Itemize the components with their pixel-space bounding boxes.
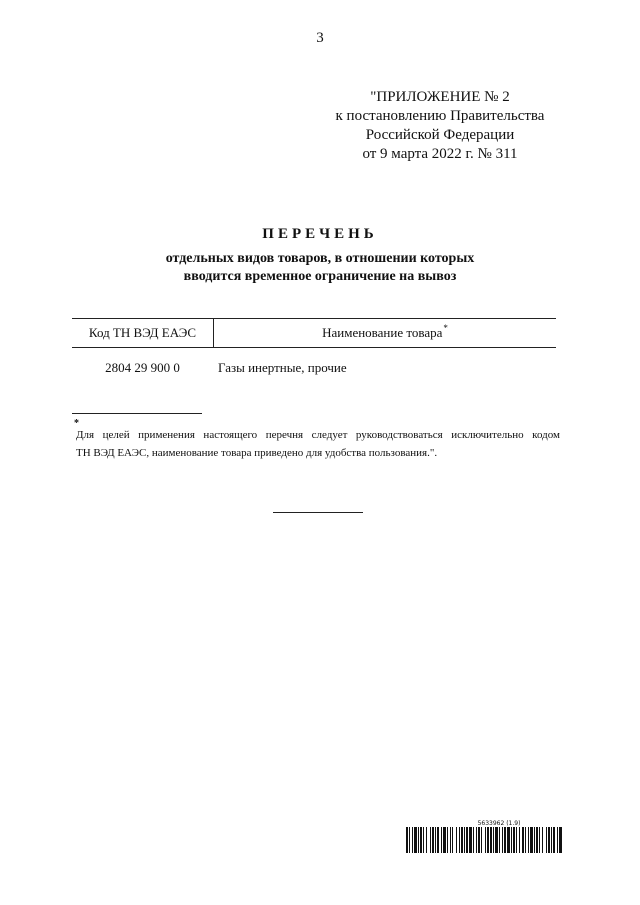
appendix-resolution: к постановлению Правительства [335, 108, 545, 124]
barcode-icon [406, 827, 562, 853]
header-code [72, 319, 214, 347]
header-name-label: Наименование товара [322, 325, 443, 340]
barcode-block [406, 820, 562, 853]
row-name: Газы инертные, прочие [218, 360, 347, 375]
footnote-line-1: Для целей применения настоящего перечня следует руководствоваться исключительно кодом [76, 429, 560, 441]
header-code-label: Код ТН ВЭД ЕАЭС [88, 325, 197, 340]
header-name [214, 325, 556, 341]
footnote-closing: ". [429, 447, 438, 459]
table-header [72, 318, 556, 348]
subtitle-line-1: отдельных видов товаров, в отношении которых [165, 251, 475, 266]
document-subtitle [0, 250, 640, 286]
appendix-date: от 9 марта 2022 г. № 311 [362, 146, 518, 162]
footnote-marker: * [74, 418, 79, 429]
subtitle-line-2: вводится временное ограничение на вывоз [183, 269, 457, 284]
footnote-line-2: ТН ВЭД ЕАЭС, наименование товара приведено для удобства пользования. [76, 447, 430, 459]
appendix-federation: Российской Федерации [365, 127, 515, 143]
page-number: 3 [316, 30, 324, 46]
appendix-heading [320, 88, 560, 164]
appendix-title: "ПРИЛОЖЕНИЕ № 2 [370, 89, 510, 105]
barcode-label: 5633962 (1.9) [477, 820, 521, 827]
document-title: ПЕРЕЧЕНЬ [262, 226, 378, 242]
end-divider [273, 512, 363, 513]
footnote-divider [72, 413, 202, 414]
row-code: 2804 29 900 0 [105, 360, 180, 375]
footnote [76, 426, 560, 462]
footnote-mark: * [443, 323, 448, 333]
goods-table [72, 318, 556, 388]
table-row [72, 348, 556, 388]
